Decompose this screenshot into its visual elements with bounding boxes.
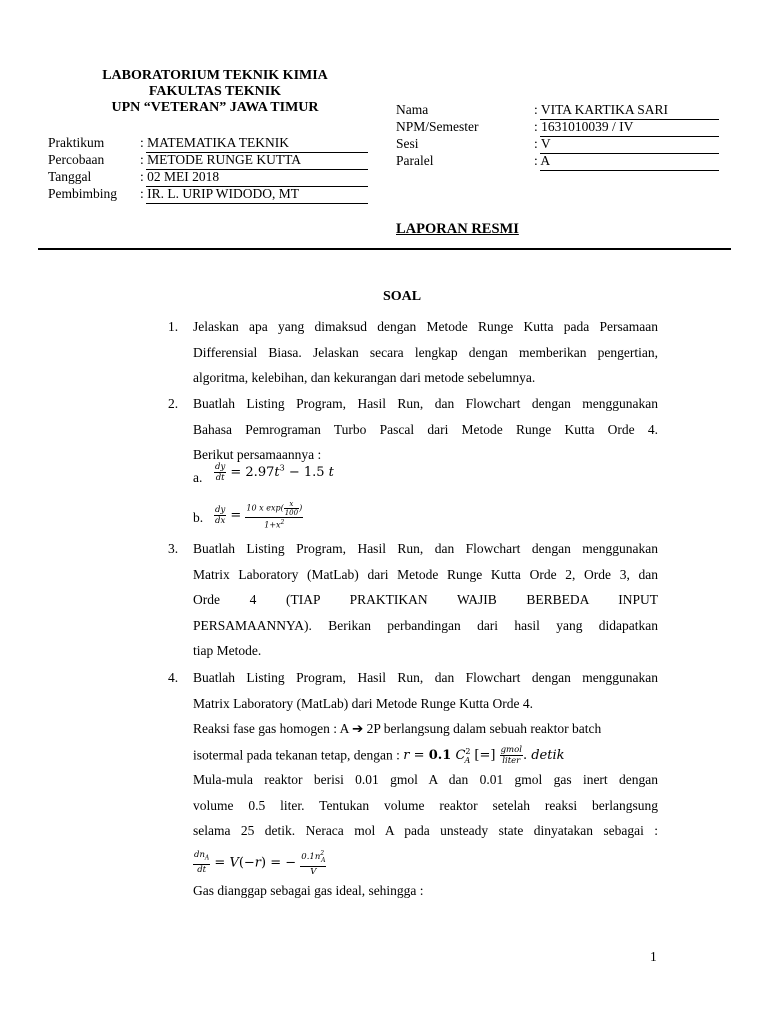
- text-line: Differensial Biasa. Jelaskan secara lengkap dengan memberikan pengertian,: [193, 344, 658, 360]
- value-pembimbing: : IR. L. URIP WIDODO, MT: [140, 186, 299, 201]
- question-4-continued: [193, 767, 658, 844]
- text-line: isotermal pada tekanan tetap, dengan :: [193, 747, 400, 763]
- value-percobaan: : METODE RUNGE KUTTA: [140, 152, 302, 167]
- question-number: 1.: [168, 319, 179, 334]
- value-praktikum: : MATEMATIKA TEKNIK: [140, 135, 289, 150]
- text-line: Reaksi fase gas homogen : A ➔ 2P berlangsung dalam sebuah reaktor batch: [193, 721, 602, 736]
- faculty-name: FAKULTAS TEKNIK: [148, 84, 282, 99]
- label-percobaan: Percobaan: [48, 152, 105, 167]
- question-number: 2.: [168, 396, 179, 411]
- question-3: [193, 536, 658, 664]
- label-sesi: Sesi: [396, 136, 419, 151]
- text-line: Buatlah Listing Program, Hasil Run, dan Flowchart dengan menggunakan: [193, 396, 658, 411]
- question-1: [193, 314, 658, 391]
- text-line: algoritma, kelebihan, dan kekurangan dari metode sebelumnya.: [193, 370, 536, 385]
- underline-pembimbing: [146, 203, 368, 204]
- text-line: selama 25 detik. Neraca mol A pada unsteady state dinyatakan sebagai :: [193, 823, 658, 838]
- text-line: Berikut persamaannya :: [193, 447, 322, 462]
- value-sesi: : V: [534, 136, 551, 151]
- equation-b-label: b.: [193, 510, 204, 525]
- text-line: Gas dianggap sebagai gas ideal, sehingga :: [193, 883, 424, 898]
- value-npm: : 1631010039 / IV: [534, 119, 634, 134]
- label-pembimbing: Pembimbing: [48, 186, 118, 201]
- underline-paralel: [540, 170, 719, 171]
- underline-npm: [540, 136, 719, 137]
- page-number: 1: [650, 949, 657, 964]
- text-line: Matrix Laboratory (MatLab) dari Metode Runge Kutta Orde 2, Orde 3, dan: [193, 566, 658, 582]
- equation-a-label: a.: [193, 470, 203, 485]
- text-line: Buatlah Listing Program, Hasil Run, dan Flowchart dengan menggunakan: [193, 541, 658, 556]
- value-tanggal: : 02 MEI 2018: [140, 169, 220, 184]
- text-line: PERSAMAANNYA). Berikan perbandingan dari hasil yang didapatkan: [193, 617, 658, 633]
- label-praktikum: Praktikum: [48, 135, 105, 150]
- label-nama: Nama: [396, 102, 429, 117]
- report-title: LAPORAN RESMI: [396, 221, 519, 237]
- university-name: UPN “VETERAN” JAWA TIMUR: [111, 100, 319, 115]
- label-npm: NPM/Semester: [396, 119, 479, 134]
- underline-sesi: [540, 153, 719, 154]
- text-line: volume 0.5 liter. Tentukan volume reaktor setelah reaksi berlangsung: [193, 797, 658, 813]
- mole-balance-equation: $\frac{dn_A}{dt}$ = V(−r) = − $\frac{0.1n^2_A}{V}$: [194, 850, 326, 877]
- text-line: Matrix Laboratory (MatLab) dari Metode Runge Kutta Orde 4.: [193, 695, 534, 711]
- text-line: tiap Metode.: [193, 643, 262, 658]
- text-line: Buatlah Listing Program, Hasil Run, dan Flowchart dengan menggunakan: [193, 670, 658, 685]
- value-nama: : VITA KARTIKA SARI: [534, 102, 668, 117]
- equation-a: $\frac{dy}{dt}$ = $2.97t^3 - 1.5$ t: [215, 462, 334, 483]
- text-line: Orde 4 (TIAP PRAKTIKAN WAJIB BERBEDA INPUT: [193, 592, 658, 607]
- text-line: Jelaskan apa yang dimaksud dengan Metode Runge Kutta pada Persamaan: [193, 319, 658, 334]
- equation-b: $\frac{dy}{dx}$ = 10 x exp( $\frac{x}{100}$ ) $1+x^2$: [215, 500, 303, 530]
- question-4: [193, 665, 658, 742]
- lab-name: LABORATORIUM TEKNIK KIMIA: [102, 68, 328, 83]
- text-line: Bahasa Pemrograman Turbo Pascal dari Metode Runge Kutta Orde 4.: [193, 421, 658, 437]
- question-2: [193, 391, 658, 468]
- section-title: SOAL: [383, 289, 422, 304]
- question-number: 3.: [168, 541, 179, 556]
- rate-equation: r = 0.1 $C^2_A$ [=] $\frac{\text{gmol}}{\text{liter}}$ . detik: [403, 745, 565, 767]
- question-number: 4.: [168, 670, 179, 685]
- value-paralel: : A: [534, 153, 551, 168]
- label-paralel: Paralel: [396, 153, 434, 168]
- header-divider: [38, 248, 731, 250]
- text-line: Mula-mula reaktor berisi 0.01 gmol A dan 0.01 gmol gas inert dengan: [193, 772, 658, 787]
- label-tanggal: Tanggal: [48, 169, 92, 184]
